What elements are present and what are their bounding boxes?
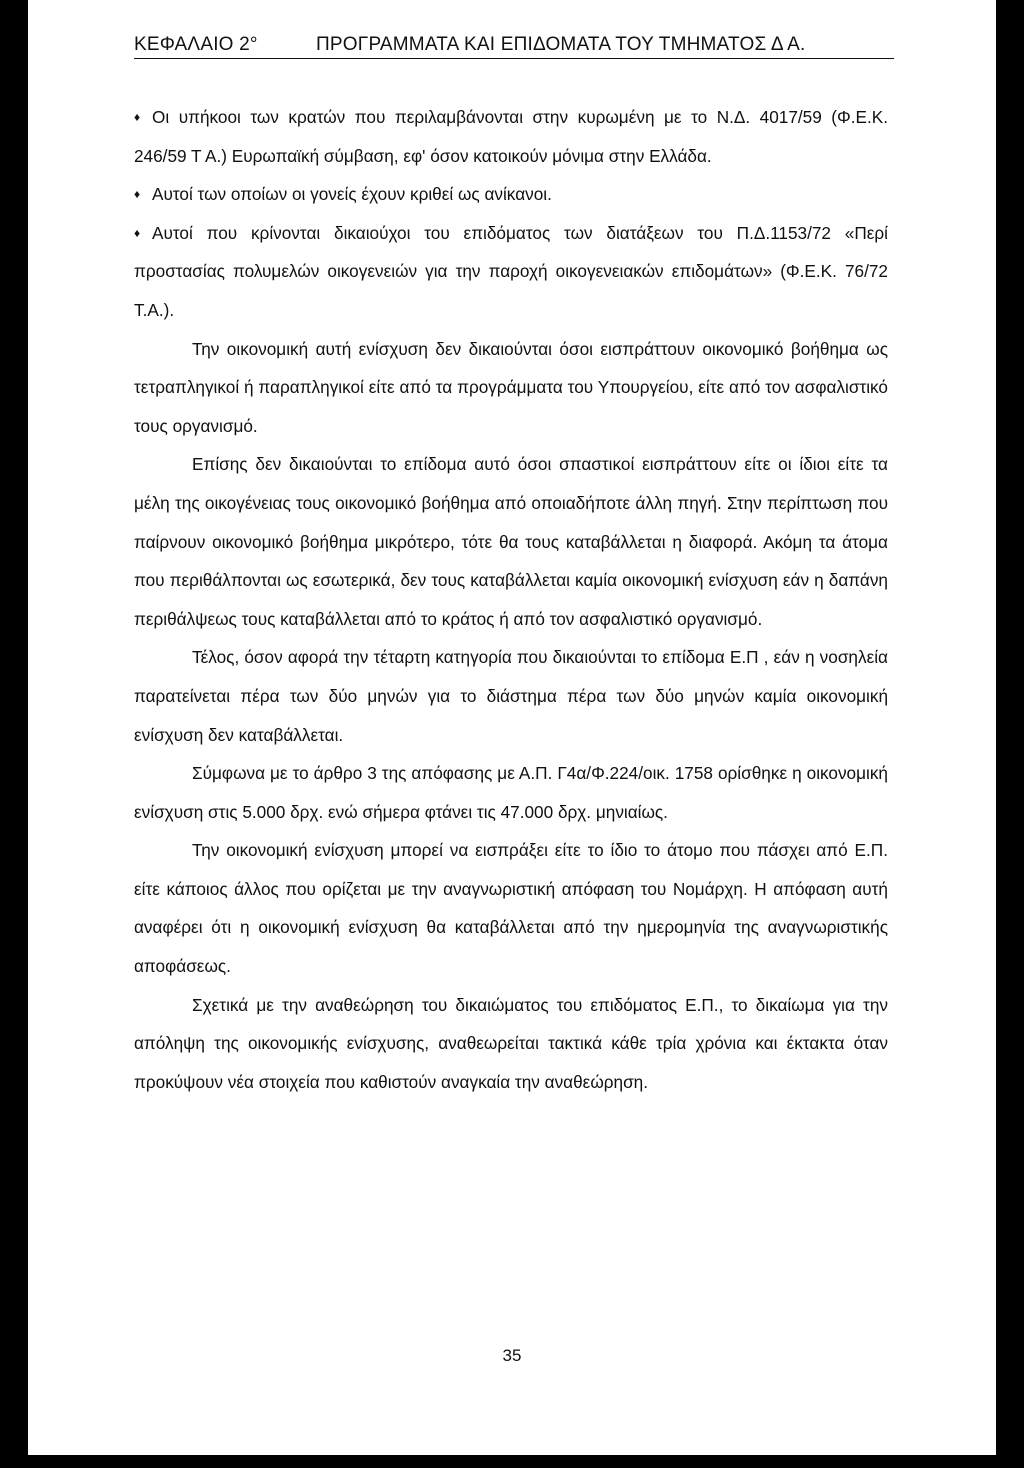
- body-paragraph: Σύμφωνα με το άρθρο 3 της απόφασης με Α.Π. Γ4α/Φ.224/οικ. 1758 ορίσθηκε η οικονομική ενίσχυση στις 5.000 δρχ. ενώ σήμερα φτάνει τις 47.000 δρχ. μηνιαίως.: [134, 763, 888, 822]
- page-header: [134, 34, 894, 59]
- body-paragraph: Σχετικά με την αναθεώρηση του δικαιώματος του επιδόματος Ε.Π., το δικαίωμα για την απόληψη της οικονομικής ενίσχυσης, αναθεωρείται τακτικά κάθε τρία χρόνια και έκτακτα όταν προκύψουν νέα στοιχεία που καθιστούν αναγκαία την αναθεώρηση.: [134, 994, 888, 1092]
- page-number: 35: [502, 1346, 522, 1365]
- diamond-bullet-icon: ♦: [134, 187, 141, 202]
- bullet-item: ♦ Οι υπήκοοι των κρατών που περιλαμβάνονται στην κυρωμένη με το Ν.Δ. 4017/59 (Φ.Ε.Κ. 246/59 Τ Α.) Ευρωπαϊκή σύμβαση, εφ' όσον κατοικούν μόνιμα στην Ελλάδα.: [134, 98, 888, 175]
- body-paragraph: Την οικονομική ενίσχυση μπορεί να εισπράξει είτε το ίδιο το άτομο που πάσχει από Ε.Π. είτε κάποιος άλλος που ορίζεται με την αναγνωριστική απόφαση του Νομάρχη. Η απόφαση αυτή αναφέρει ότι η οικονομική ενίσχυση θα καταβάλλεται από την ημερομηνία της αναγνωριστικής αποφάσεως.: [134, 840, 888, 977]
- page-content: [134, 98, 888, 1101]
- body-paragraph: Επίσης δεν δικαιούνται το επίδομα αυτό όσοι σπαστικοί εισπράττουν είτε οι ίδιοι είτε τα μέλη της οικογένειας τους οικονομικό βοήθημα από οποιαδήποτε άλλη πηγή. Στην περίπτωση που παίρνουν οικονομικό βοήθημα μικρότερο, τότε θα τους καταβάλλεται η διαφορά. Ακόμη τα άτομα που περιθάλπονται ως εσωτερικά, δεν τους καταβάλλεται καμία οικονομική ενίσχυση εάν η δαπάνη περιθάλψεως τους καταβάλλεται από το κράτος ή από τον ασφαλιστικό οργανισμό.: [134, 454, 888, 629]
- bullet-item: ♦ Αυτοί των οποίων οι γονείς έχουν κριθεί ως ανίκανοι.: [134, 175, 888, 214]
- bullet-item: ♦ Αυτοί που κρίνονται δικαιούχοι του επιδόματος των διατάξεων του Π.Δ.1153/72 «Περί προστασίας πολυμελών οικογενειών για την παροχή οικογενειακών επιδομάτων» (Φ.Ε.Κ. 76/72 Τ.Α.).: [134, 214, 888, 330]
- body-paragraph: Την οικονομική αυτή ενίσχυση δεν δικαιούνται όσοι εισπράττουν οικονομικό βοήθημα ως τετραπληγικοί ή παραπληγικοί είτε από τα προγράμματα του Υπουργείου, είτε από τον ασφαλιστικό τους οργανισμό.: [134, 338, 888, 436]
- document-page: [28, 0, 996, 1455]
- body-paragraph: Τέλος, όσον αφορά την τέταρτη κατηγορία που δικαιούνται το επίδομα Ε.Π , εάν η νοσηλεία παρατείνεται πέρα των δύο μηνών για το διάστημα πέρα των δύο μηνών καμία οικονομική ενίσχυση δεν καταβάλλεται.: [134, 647, 888, 745]
- diamond-bullet-icon: ♦: [134, 225, 141, 240]
- diamond-bullet-icon: ♦: [134, 110, 141, 124]
- chapter-title: ΠΡΟΓΡΑΜΜΑΤΑ ΚΑΙ ΕΠΙΔΟΜΑΤΑ ΤΟΥ ΤΜΗΜΑΤΟΣ Δ Α.: [316, 34, 806, 55]
- chapter-label: ΚΕΦΑΛΑΙΟ 2°: [134, 34, 258, 55]
